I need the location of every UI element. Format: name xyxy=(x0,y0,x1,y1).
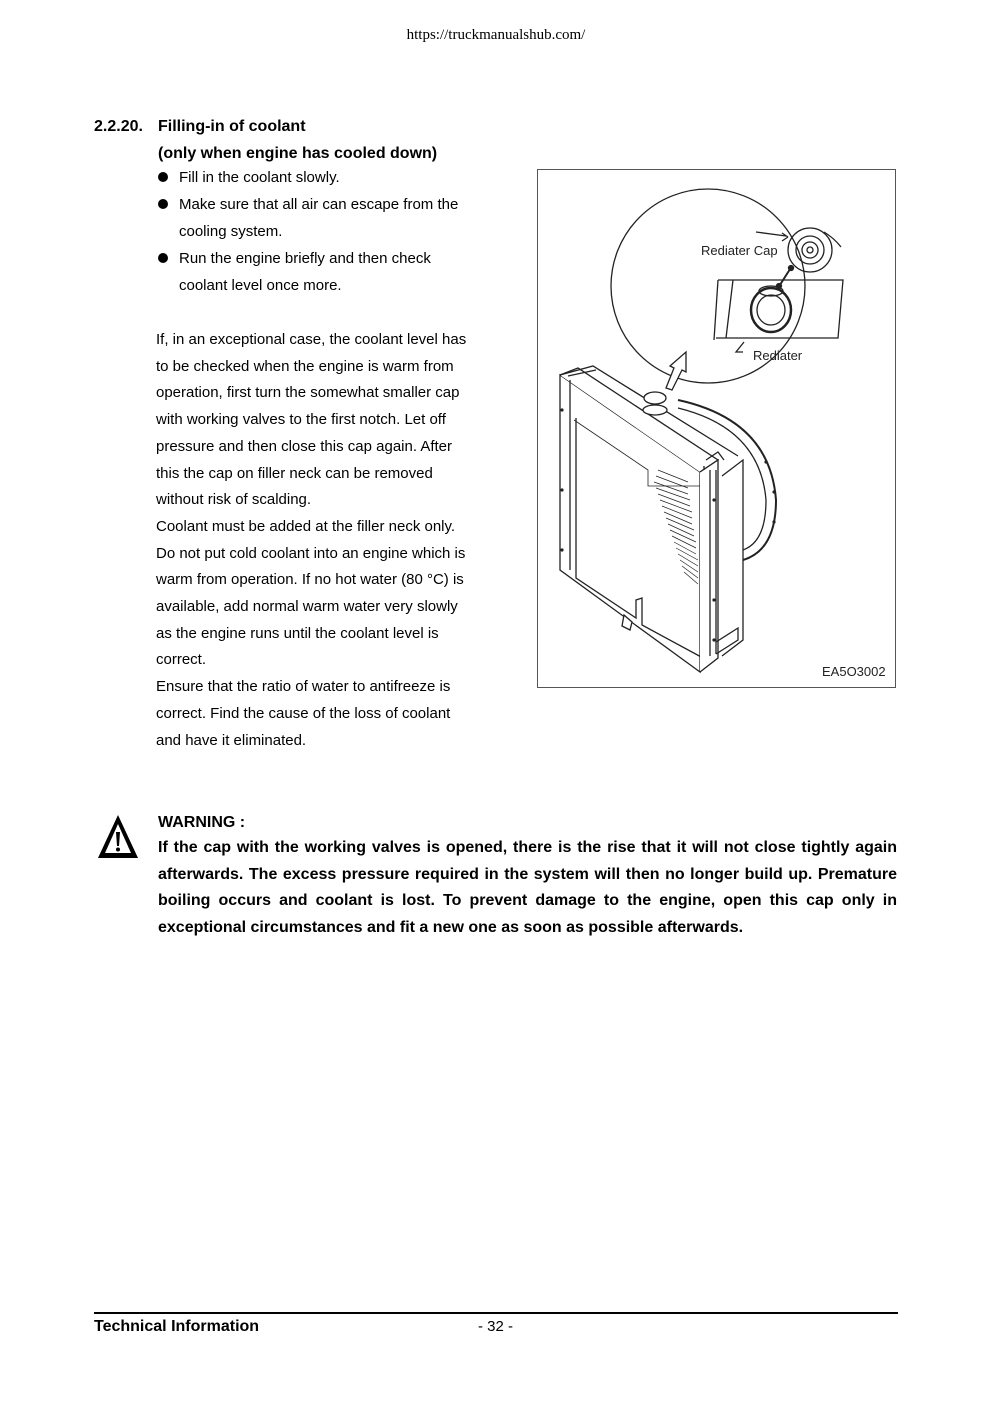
section-title: Filling-in of coolant xyxy=(158,118,306,135)
bullet-icon xyxy=(158,199,168,209)
footer-divider xyxy=(94,1312,898,1314)
bullet-list xyxy=(158,164,478,299)
warning-title: WARNING : xyxy=(158,814,246,831)
paragraph: Ensure that the ratio of water to antifreeze is correct. Find the cause of the loss of coolant and have it eliminated. xyxy=(156,678,451,749)
bullet-icon xyxy=(158,172,168,182)
paragraph: If, in an exceptional case, the coolant level has to be checked when the engine is warm from operation, first turn the somewhat smaller cap with working valves to the first notch. Let off pressure and then close this cap again. After this the cap on filler neck can be removed without risk of scalding. xyxy=(156,331,467,509)
radiator-label: Rediater xyxy=(753,348,803,363)
footer-title: Technical Information xyxy=(94,1318,260,1335)
radiator-figure xyxy=(537,169,896,688)
page-number: - 32 - xyxy=(478,1318,514,1335)
source-url[interactable]: https://truckmanualshub.com/ xyxy=(406,27,586,43)
figure-code: EA5O3002 xyxy=(822,664,886,679)
list-item xyxy=(158,245,478,299)
bullet-text: Run the engine briefly and then check coolant level once more. xyxy=(179,250,431,294)
list-item xyxy=(158,164,478,191)
section-number: 2.2.20. xyxy=(94,118,143,135)
body-text xyxy=(156,327,471,754)
bullet-text: Fill in the coolant slowly. xyxy=(179,169,340,186)
section-subtitle: (only when engine has cooled down) xyxy=(158,145,438,162)
warning-text: If the cap with the working valves is opened, there is the rise that it will not close tightly again afterwards. The excess pressure required in the system will then no longer build up. Premature boiling occurs and coolant is lost. To prevent damage to the engine, open this cap only in exceptional circumstances and fit a new one as soon as possible afterwards. xyxy=(158,839,897,936)
section-heading xyxy=(94,113,306,140)
radiator-cap-label: Rediater Cap xyxy=(701,243,778,258)
list-item xyxy=(158,191,478,245)
bullet-text: Make sure that all air can escape from the cooling system. xyxy=(179,196,459,240)
bullet-icon xyxy=(158,253,168,263)
paragraph: Coolant must be added at the filler neck only. Do not put cold coolant into an engine which is warm from operation. If no hot water (80 °C) is available, add normal warm water very slowly as the engine runs until the coolant level is correct. xyxy=(156,517,466,669)
warning-triangle-icon xyxy=(96,813,140,861)
